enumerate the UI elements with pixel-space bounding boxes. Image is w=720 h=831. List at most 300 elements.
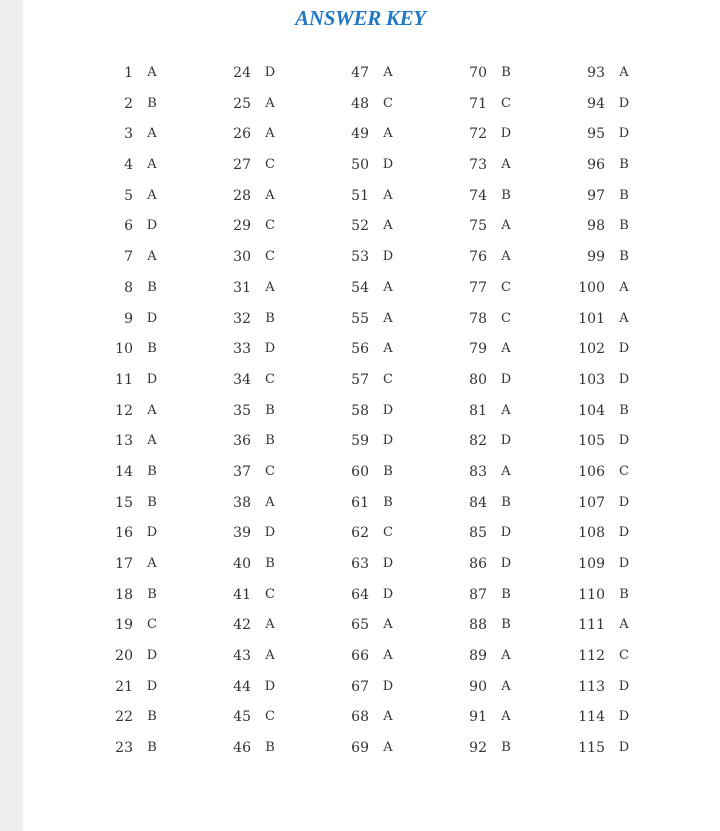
answer-letter: C [265, 218, 275, 234]
answer-row [223, 58, 293, 89]
question-number: 67 [351, 678, 369, 695]
answer-row [459, 518, 529, 549]
answer-letter: A [501, 463, 511, 479]
answer-row [577, 150, 647, 181]
answer-row [459, 304, 529, 335]
answer-letter: B [619, 402, 629, 418]
question-number: 18 [115, 586, 133, 603]
answer-row [577, 58, 647, 89]
answer-row [577, 610, 647, 641]
answer-row [341, 273, 411, 304]
question-number: 77 [469, 279, 487, 296]
question-number: 63 [351, 556, 369, 572]
question-number: 9 [124, 310, 133, 327]
question-number: 53 [351, 249, 369, 266]
answer-letter: A [147, 433, 157, 449]
answer-letter: A [265, 279, 275, 295]
question-number: 109 [578, 556, 605, 572]
answer-letter: C [619, 648, 629, 664]
question-number: 36 [233, 433, 251, 450]
answer-row [223, 181, 293, 212]
question-number: 11 [115, 371, 133, 388]
question-number: 92 [469, 740, 487, 757]
answer-row [223, 150, 293, 181]
answer-letter: B [619, 218, 629, 234]
answer-row [223, 119, 293, 150]
answer-letter: A [147, 249, 157, 265]
question-number: 99 [587, 249, 605, 266]
question-number: 107 [578, 494, 605, 511]
answer-letter: A [265, 95, 275, 111]
question-number: 34 [233, 371, 251, 388]
answer-letter: D [382, 586, 394, 602]
answer-row [341, 181, 411, 212]
answer-letter: D [618, 740, 630, 756]
answer-letter: C [501, 310, 511, 326]
answer-row [577, 181, 647, 212]
answer-letter: D [618, 678, 630, 694]
question-number: 98 [587, 218, 605, 235]
answer-row [577, 580, 647, 611]
answer-letter: A [501, 218, 511, 234]
answer-row [223, 610, 293, 641]
question-number: 31 [233, 279, 251, 296]
answer-row [341, 304, 411, 335]
answer-row [105, 488, 175, 519]
question-number: 1 [124, 65, 133, 81]
question-number: 61 [351, 494, 369, 511]
answer-row [105, 426, 175, 457]
answer-row [223, 242, 293, 273]
answer-row [577, 119, 647, 150]
answer-row [105, 211, 175, 242]
question-number: 21 [115, 678, 133, 695]
answer-letter: D [146, 371, 158, 387]
answer-letter: B [147, 740, 157, 756]
question-number: 12 [115, 402, 133, 419]
question-number: 24 [233, 65, 251, 81]
answer-letter: C [619, 463, 629, 479]
question-number: 50 [351, 157, 369, 174]
question-number: 33 [233, 341, 251, 358]
answer-row [577, 488, 647, 519]
answer-row [577, 426, 647, 457]
answer-letter: D [382, 433, 394, 449]
answer-letter: D [618, 494, 630, 510]
answer-letter: D [146, 648, 158, 664]
answer-letter: B [147, 95, 157, 111]
question-number: 113 [578, 678, 605, 695]
answer-letter: B [619, 586, 629, 602]
answer-row [105, 365, 175, 396]
answer-letter: D [146, 310, 158, 326]
answer-key-page [23, 0, 720, 831]
answer-letter: C [265, 709, 275, 725]
answer-letter: B [265, 433, 275, 449]
answer-row [223, 702, 293, 733]
answer-letter: B [147, 586, 157, 602]
question-number: 65 [351, 617, 369, 634]
answer-row [223, 426, 293, 457]
answer-row [577, 273, 647, 304]
question-number: 37 [233, 463, 251, 480]
question-number: 26 [233, 126, 251, 143]
question-number: 5 [124, 187, 133, 204]
answer-letter: C [265, 586, 275, 602]
question-number: 87 [469, 586, 487, 603]
question-number: 91 [469, 709, 487, 726]
question-number: 40 [233, 556, 251, 572]
answer-row [105, 334, 175, 365]
question-number: 64 [351, 586, 369, 603]
question-number: 20 [115, 648, 133, 665]
answer-row [459, 610, 529, 641]
question-number: 73 [469, 157, 487, 174]
question-number: 96 [587, 157, 605, 174]
question-number: 6 [124, 218, 133, 235]
question-number: 54 [351, 279, 369, 296]
answer-letter: A [147, 402, 157, 418]
question-number: 15 [115, 494, 133, 511]
answer-row [459, 58, 529, 89]
answer-row [105, 304, 175, 335]
question-number: 51 [351, 187, 369, 204]
answer-row [341, 518, 411, 549]
answer-row [459, 702, 529, 733]
answer-letter: A [501, 648, 511, 664]
question-number: 19 [115, 617, 133, 634]
question-number: 30 [233, 249, 251, 266]
answer-row [459, 580, 529, 611]
question-number: 52 [351, 218, 369, 235]
answer-row [459, 119, 529, 150]
question-number: 16 [115, 525, 133, 542]
answer-letter: C [383, 525, 393, 541]
answer-row [105, 733, 175, 764]
answer-letter: B [147, 341, 157, 357]
answer-letter: D [618, 556, 630, 571]
question-number: 108 [578, 525, 605, 542]
answer-row [105, 518, 175, 549]
answer-row [341, 58, 411, 89]
answer-row [577, 242, 647, 273]
answer-row [223, 365, 293, 396]
answer-column [105, 58, 175, 764]
question-number: 39 [233, 525, 251, 542]
answer-letter: A [383, 65, 393, 80]
answer-row [459, 334, 529, 365]
answer-row [341, 150, 411, 181]
answer-row [577, 549, 647, 580]
answer-row [577, 396, 647, 427]
answer-letter: C [265, 371, 275, 387]
question-number: 62 [351, 525, 369, 542]
answer-row [341, 672, 411, 703]
question-number: 13 [115, 433, 133, 450]
answer-letter: A [147, 187, 157, 203]
answer-row [105, 150, 175, 181]
answer-letter: D [382, 678, 394, 694]
answer-letter: C [383, 95, 393, 111]
question-number: 56 [351, 341, 369, 358]
answer-letter: A [383, 218, 393, 234]
question-number: 48 [351, 95, 369, 112]
question-number: 43 [233, 648, 251, 665]
answer-row [105, 702, 175, 733]
answer-letter: B [619, 249, 629, 265]
question-number: 75 [469, 218, 487, 235]
answer-row [223, 733, 293, 764]
question-number: 42 [233, 617, 251, 634]
answer-row [105, 181, 175, 212]
question-number: 55 [351, 310, 369, 327]
answer-letter: A [619, 617, 629, 633]
answer-row [105, 242, 175, 273]
question-number: 49 [351, 126, 369, 143]
answer-row [223, 672, 293, 703]
answer-letter: C [147, 617, 157, 633]
answer-letter: A [383, 279, 393, 295]
question-number: 28 [233, 187, 251, 204]
question-number: 78 [469, 310, 487, 327]
answer-letter: C [265, 157, 275, 173]
answer-letter: B [619, 187, 629, 203]
answer-letter: B [147, 709, 157, 725]
answer-letter: C [265, 463, 275, 479]
question-number: 32 [233, 310, 251, 327]
answer-letter: A [147, 157, 157, 173]
question-number: 45 [233, 709, 251, 726]
answer-letter: D [146, 218, 158, 234]
question-number: 7 [124, 249, 133, 266]
answer-letter: C [383, 371, 393, 387]
question-number: 100 [578, 279, 605, 296]
answer-row [577, 518, 647, 549]
question-number: 14 [115, 463, 133, 480]
answer-letter: A [501, 402, 511, 418]
answer-row [459, 672, 529, 703]
answer-letter: B [383, 494, 393, 510]
answer-row [341, 488, 411, 519]
answer-letter: A [383, 648, 393, 664]
answer-letter: D [382, 249, 394, 265]
question-number: 60 [351, 463, 369, 480]
question-number: 72 [469, 126, 487, 143]
answer-letter: D [500, 556, 512, 571]
answer-letter: B [147, 463, 157, 479]
answer-letter: A [501, 341, 511, 357]
answer-letter: D [618, 341, 630, 357]
question-number: 25 [233, 95, 251, 112]
answer-column [223, 58, 293, 764]
answer-row [105, 89, 175, 120]
question-number: 10 [115, 341, 133, 358]
question-number: 110 [578, 586, 605, 603]
answer-row [223, 89, 293, 120]
answer-letter: A [147, 556, 157, 571]
question-number: 66 [351, 648, 369, 665]
answer-letter: B [501, 494, 511, 510]
answer-letter: A [265, 617, 275, 633]
answer-column [459, 58, 529, 764]
answer-letter: A [147, 126, 157, 142]
question-number: 86 [469, 556, 487, 572]
answer-row [577, 89, 647, 120]
answer-row [577, 641, 647, 672]
answer-letter: B [265, 402, 275, 418]
answer-row [577, 457, 647, 488]
question-number: 68 [351, 709, 369, 726]
answer-row [105, 672, 175, 703]
answer-letter: A [383, 310, 393, 326]
answer-row [223, 273, 293, 304]
answer-letter: D [146, 678, 158, 694]
answer-letter: A [501, 678, 511, 694]
question-number: 88 [469, 617, 487, 634]
answer-letter: D [382, 402, 394, 418]
answer-row [459, 89, 529, 120]
question-number: 41 [233, 586, 251, 603]
answer-row [459, 181, 529, 212]
answer-row [105, 396, 175, 427]
answer-letter: D [618, 126, 630, 142]
question-number: 104 [578, 402, 605, 419]
answer-row [459, 242, 529, 273]
answer-row [459, 211, 529, 242]
answer-letter: A [265, 187, 275, 203]
page-title: ANSWER KEY [295, 6, 426, 30]
answer-letter: D [500, 126, 512, 142]
answer-letter: A [265, 126, 275, 142]
answer-row [341, 580, 411, 611]
answer-row [459, 365, 529, 396]
answer-row [223, 211, 293, 242]
answer-row [105, 119, 175, 150]
answer-letter: D [618, 525, 630, 541]
answer-letter: B [265, 556, 275, 571]
answer-row [577, 365, 647, 396]
answer-row [459, 426, 529, 457]
answer-letter: D [618, 709, 630, 725]
answer-letter: B [501, 187, 511, 203]
answer-letter: B [619, 157, 629, 173]
answer-row [223, 488, 293, 519]
question-number: 101 [578, 310, 605, 327]
answer-letter: D [146, 525, 158, 541]
question-number: 82 [469, 433, 487, 450]
question-number: 29 [233, 218, 251, 235]
question-number: 17 [115, 556, 133, 572]
answer-row [577, 733, 647, 764]
question-number: 102 [578, 341, 605, 358]
question-number: 95 [587, 126, 605, 143]
question-number: 114 [578, 709, 605, 726]
answer-letter: B [501, 65, 511, 80]
answer-row [577, 702, 647, 733]
answer-letter: A [265, 494, 275, 510]
answer-row [105, 457, 175, 488]
question-number: 76 [469, 249, 487, 266]
answer-row [459, 549, 529, 580]
answer-row [341, 610, 411, 641]
answer-letter: A [383, 709, 393, 725]
question-number: 8 [124, 279, 133, 296]
question-number: 115 [578, 740, 605, 757]
question-number: 81 [469, 402, 487, 419]
question-number: 79 [469, 341, 487, 358]
answer-letter: B [147, 279, 157, 295]
answer-letter: B [501, 586, 511, 602]
answer-letter: D [500, 433, 512, 449]
answer-row [459, 150, 529, 181]
answer-letter: D [618, 433, 630, 449]
answer-letter: B [265, 310, 275, 326]
answer-row [341, 396, 411, 427]
answer-letter: A [619, 279, 629, 295]
answer-row [341, 426, 411, 457]
question-number: 89 [469, 648, 487, 665]
answer-letter: D [500, 371, 512, 387]
answer-row [341, 365, 411, 396]
question-number: 46 [233, 740, 251, 757]
answer-letter: B [383, 463, 393, 479]
answer-row [459, 733, 529, 764]
answer-row [577, 304, 647, 335]
answer-letter: B [147, 494, 157, 510]
question-number: 105 [578, 433, 605, 450]
answer-letter: A [383, 740, 393, 756]
answer-row [105, 549, 175, 580]
question-number: 47 [351, 65, 369, 81]
answer-row [105, 641, 175, 672]
answer-letter: C [265, 249, 275, 265]
answer-letter: D [618, 95, 630, 111]
question-number: 112 [578, 648, 605, 665]
answer-letter: B [501, 617, 511, 633]
answer-row [341, 334, 411, 365]
answer-letter: A [383, 126, 393, 142]
answer-letter: A [265, 648, 275, 664]
question-number: 93 [587, 65, 605, 81]
question-number: 58 [351, 402, 369, 419]
answer-row [105, 610, 175, 641]
answer-row [459, 273, 529, 304]
answer-row [341, 702, 411, 733]
answer-row [223, 396, 293, 427]
answer-letter: A [619, 310, 629, 326]
answer-letter: A [383, 187, 393, 203]
question-number: 84 [469, 494, 487, 511]
answer-column [577, 58, 647, 764]
question-number: 2 [124, 95, 133, 112]
answer-row [341, 641, 411, 672]
question-number: 38 [233, 494, 251, 511]
answer-row [223, 518, 293, 549]
question-number: 4 [124, 157, 133, 174]
answer-row [105, 58, 175, 89]
answer-letter: A [501, 709, 511, 725]
answer-row [223, 304, 293, 335]
answer-letter: C [501, 95, 511, 111]
answer-row [459, 641, 529, 672]
answer-row [223, 334, 293, 365]
answer-row [341, 211, 411, 242]
question-number: 27 [233, 157, 251, 174]
answer-letter: D [382, 556, 394, 571]
question-number: 23 [115, 740, 133, 757]
answer-row [341, 549, 411, 580]
answer-row [459, 488, 529, 519]
